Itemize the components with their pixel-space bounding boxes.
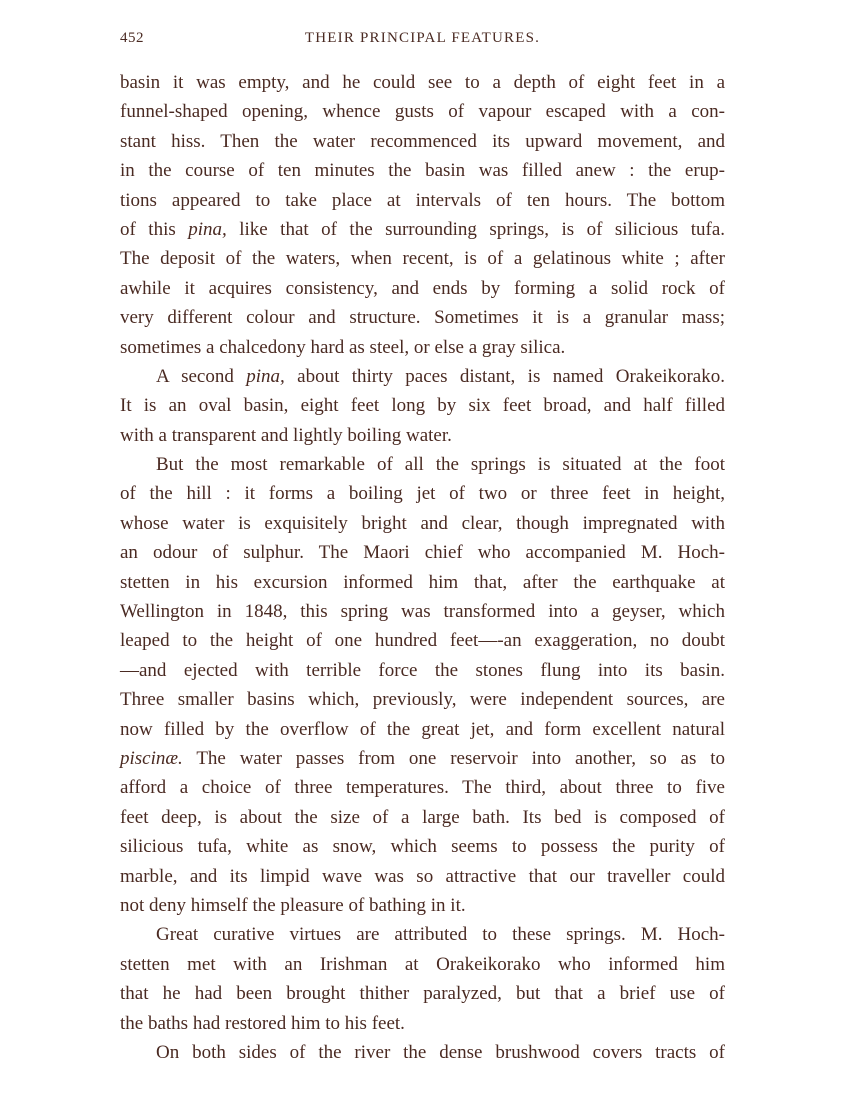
page-number: 452	[120, 30, 144, 46]
text-line: the baths had restored him to his feet.	[120, 1012, 405, 1034]
running-head	[120, 30, 725, 52]
text-line: funnel-shaped opening, whence gusts of vapour escaped with a con-	[120, 101, 725, 123]
italic-term: pina,	[246, 365, 285, 387]
text-line: stant hiss. Then the water recommenced its upward movement, and	[120, 130, 725, 152]
text-line: leaped to the height of one hundred feet—-an exaggeration, no doubt	[120, 630, 725, 652]
text-line: piscinæ. The water passes from one reservoir into another, so as to	[120, 747, 725, 769]
text-line: A second pina, about thirty paces distant, is named Orakeikorako.	[156, 365, 725, 387]
text-line: very different colour and structure. Sometimes it is a granular mass;	[120, 307, 725, 329]
text-line: But the most remarkable of all the springs is situated at the foot	[156, 454, 725, 476]
italic-term: piscinæ.	[120, 747, 183, 769]
text-line: —and ejected with terrible force the stones flung into its basin.	[120, 659, 725, 681]
text-line: tions appeared to take place at intervals of ten hours. The bottom	[120, 189, 725, 211]
text-line: whose water is exquisitely bright and clear, though impregnated with	[120, 512, 725, 534]
text-line: of the hill : it forms a boiling jet of two or three feet in height,	[120, 483, 725, 505]
text-line: basin it was empty, and he could see to a depth of eight feet in a	[120, 72, 725, 93]
text-line: an odour of sulphur. The Maori chief who accompanied M. Hoch-	[120, 542, 725, 564]
text-line: Wellington in 1848, this spring was transformed into a geyser, which	[120, 601, 725, 623]
text-line: stetten in his excursion informed him that, after the earthquake at	[120, 571, 725, 593]
text-line: stetten met with an Irishman at Orakeikorako who informed him	[120, 953, 725, 975]
text-line: marble, and its limpid wave was so attractive that our traveller could	[120, 865, 725, 887]
text-line: not deny himself the pleasure of bathing in it.	[120, 894, 466, 916]
text-line: now filled by the overflow of the great jet, and form excellent natural	[120, 718, 725, 740]
text-line: Three smaller basins which, previously, were independent sources, are	[120, 689, 725, 711]
text-line: feet deep, is about the size of a large bath. Its bed is composed of	[120, 806, 725, 828]
text-line: The deposit of the waters, when recent, is of a gelatinous white ; after	[120, 248, 725, 270]
text-line: sometimes a chalcedony hard as steel, or else a gray silica.	[120, 336, 566, 358]
book-page	[120, 0, 725, 1100]
text-line: with a transparent and lightly boiling water.	[120, 424, 452, 446]
text-line: afford a choice of three temperatures. The third, about three to five	[120, 777, 725, 799]
text-line: On both sides of the river the dense brushwood covers tracts of	[156, 1041, 725, 1063]
text-line: awhile it acquires consistency, and ends by forming a solid rock of	[120, 277, 725, 299]
text-line: in the course of ten minutes the basin was filled anew : the erup-	[120, 160, 725, 182]
text-line: that he had been brought thither paralyzed, but that a brief use of	[120, 983, 725, 1005]
text-line: It is an oval basin, eight feet long by six feet broad, and half filled	[120, 395, 725, 417]
running-title: THEIR PRINCIPAL FEATURES.	[304, 30, 541, 46]
text-line: silicious tufa, white as snow, which seems to possess the purity of	[120, 836, 725, 858]
body-text	[120, 68, 725, 1067]
italic-term: pina,	[188, 218, 227, 240]
text-line: Great curative virtues are attributed to these springs. M. Hoch-	[156, 924, 725, 946]
text-line: of this pina, like that of the surrounding springs, is of silicious tufa.	[120, 218, 726, 240]
